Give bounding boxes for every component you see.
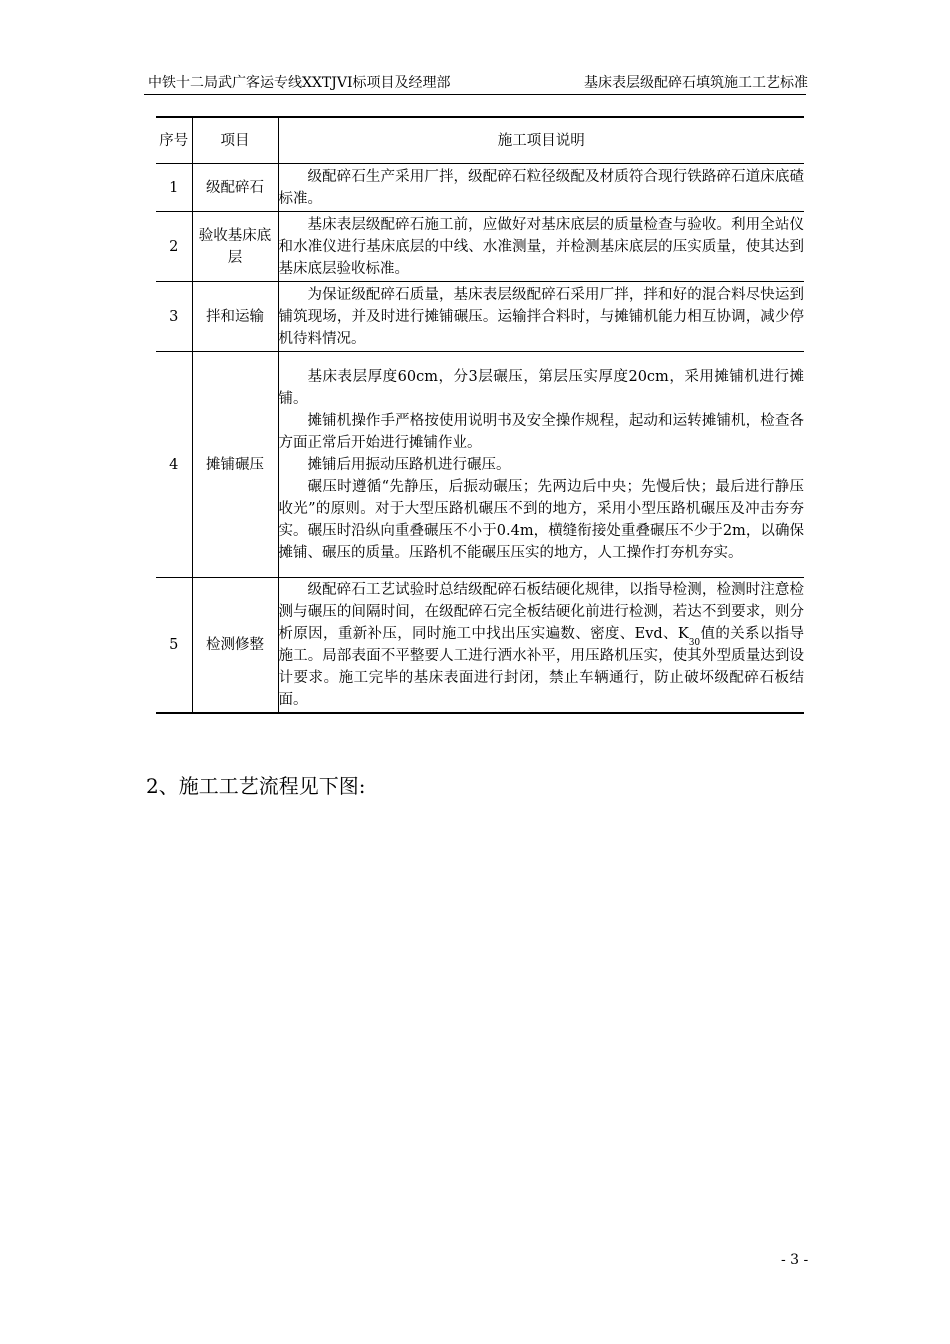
table-row (156, 352, 804, 578)
page-number: - 3 - (781, 1252, 809, 1268)
section-title: 2、施工工艺流程见下图: (146, 774, 366, 798)
construction-item-table (156, 116, 804, 714)
row-description (278, 578, 804, 713)
table-row (156, 212, 804, 282)
description-text: 级配碎石工艺试验时总结级配碎石板结硬化规律，以指导检测，检测时注意检测与碾压的间隔时间，在级配碎石完全板结硬化前进行检测，若达不到要求，则分析原因，重新补压，同时施工中找出压实遍数、密度、Evd、K (278, 581, 804, 642)
table-row (156, 164, 804, 212)
row-number: 1 (156, 164, 192, 212)
table-row (156, 578, 804, 713)
row-item: 摊铺碾压 (192, 352, 278, 578)
row-description (278, 212, 804, 282)
row-number: 2 (156, 212, 192, 282)
description-paragraph: 基床表层厚度60cm，分3层碾压，第层压实厚度20cm，采用摊铺机进行摊铺。 (278, 368, 804, 407)
table-row (156, 282, 804, 352)
description-paragraph: 摊铺后用振动压路机进行碾压。 (307, 456, 511, 473)
header-project-name: 中铁十二局武广客运专线XXTJVI标项目及经理部 (148, 75, 451, 91)
col-header-item: 项目 (192, 117, 278, 164)
row-item: 验收基床底层 (192, 212, 278, 282)
description-paragraph: 为保证级配碎石质量，基床表层级配碎石采用厂拌，拌和好的混合料尽快运到铺筑现场，并及时进行摊铺碾压。运输拌合料时，与摊铺机能力相互协调，减少停机待料情况。 (278, 286, 804, 347)
description-paragraph: 基床表层级配碎石施工前，应做好对基床底层的质量检查与验收。利用全站仪和水准仪进行基床底层的中线、水准测量，并检测基床底层的压实质量，使其达到基床底层验收标准。 (278, 216, 804, 277)
description-paragraph: 级配碎石生产采用厂拌，级配碎石粒径级配及材质符合现行铁路碎石道床底碴标准。 (278, 168, 804, 207)
row-number: 4 (156, 352, 192, 578)
row-item: 拌和运输 (192, 282, 278, 352)
table-header-row (156, 117, 804, 164)
row-description (278, 352, 804, 578)
row-description (278, 164, 804, 212)
col-header-number: 序号 (156, 117, 192, 164)
description-text: 值的关系以指导施工。局部表面不平整要人工进行洒水补平，用压路机压实，使其外型质量达到设计要求。施工完毕的基床表面进行封闭，禁止车辆通行，防止破坏级配碎石板结面。 (278, 625, 805, 708)
k30-subscript: 30 (688, 637, 701, 648)
description-paragraph: 摊铺机操作手严格按使用说明书及安全操作规程，起动和运转摊铺机，检查各方面正常后开始进行摊铺作业。 (278, 412, 804, 451)
row-item: 级配碎石 (192, 164, 278, 212)
row-number: 3 (156, 282, 192, 352)
header-document-title: 基床表层级配碎石填筑施工工艺标准 (584, 75, 808, 91)
row-item: 检测修整 (192, 578, 278, 713)
row-description (278, 282, 804, 352)
col-header-description: 施工项目说明 (278, 117, 804, 164)
row-number: 5 (156, 578, 192, 713)
header-rule (144, 94, 806, 95)
description-paragraph: 碾压时遵循“先静压，后振动碾压；先两边后中央；先慢后快；最后进行静压收光”的原则。对于大型压路机碾压不到的地方，采用小型压路机碾压及冲击夯夯实。碾压时沿纵向重叠碾压不小于0.4m，横缝衔接处重叠碾压不少于2m，以确保摊铺、碾压的质量。压路机不能碾压压实的地方，人工操作打夯机夯实。 (278, 478, 804, 561)
description-paragraph (279, 579, 805, 711)
